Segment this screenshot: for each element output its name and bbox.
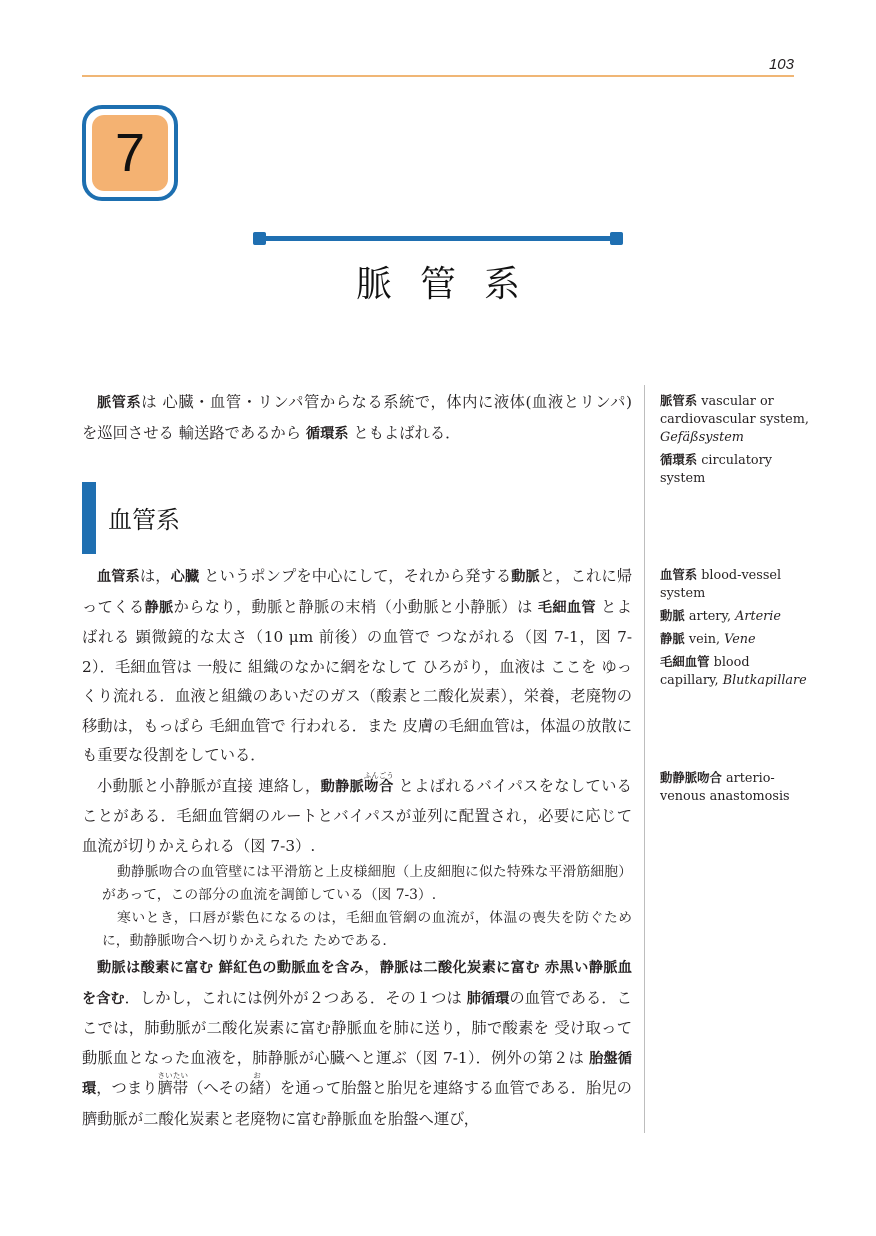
section-body [82, 562, 632, 1134]
note-paragraph-2: 寒いとき，口唇が紫色になるのは，毛細血管網の血流が，体温の喪失を防ぐために，動静脈吻合へ切りかえられた ためである. [102, 910, 632, 949]
section-heading-bar [82, 482, 96, 554]
sidebar-entry-artery: 動脈 artery, Arterie [660, 608, 781, 624]
header-rule [82, 75, 794, 77]
paragraph-3: 動脈は酸素に富む 鮮紅色の動脈血を含み，静脈は二酸化炭素に富む 赤黒い静脈血を含む．しかし，これには例外が２つある．その１つは 肺循環の血管である．ここでは，肺動脈が二酸化炭素に富む静脈血を肺に送り，肺で酸素を 受け取って動脈血となった血液を，肺静脈が心臓へと運ぶ（図 7-1）．例外の第２は 胎盤循環，つまり臍帯さいたい（へその緒お）を通って胎盤と胎児を連絡する血管である．胎児の臍動脈が二酸化炭素と老廃物に富む静脈血を胎盤へ運び， [82, 958, 632, 1128]
small-print-note [82, 861, 632, 953]
paragraph-1: 血管系は，心臓 というポンプを中心にして，それから発する動脈と，これに帰ってくる静脈からなり，動脈と静脈の末梢（小動脈と小静脈）は 毛細血管 とよばれる 顕微鏡的な太さ（10 μm 前後）の血管で つながれる（図 7-1，図 7-2）．毛細血管は 一般に 組織のなかに網をなして ひろがり，血液は ここを ゆっくり流れる．血液と組織のあいだのガス（酸素と二酸化炭素），栄養，老廃物の移動は，もっぱら 毛細血管で 行われる．また 皮膚の毛細血管は，体温の放散にも重要な役割をしている． [82, 567, 632, 764]
sidebar-glossary-2 [660, 566, 810, 694]
chapter-title: 脈管系 [355, 264, 548, 305]
note-paragraph-1: 動静脈吻合の血管壁には平滑筋と上皮様細胞（上皮細胞に似た特殊な平滑筋細胞）があって，この部分の血流を調節している（図 7-3）. [102, 864, 632, 903]
margin-divider [644, 385, 645, 1133]
page-number: 103 [768, 56, 794, 73]
chapter-title-bar [253, 233, 623, 243]
sidebar-entry-circulatory-system: 循環系 circulatory system [660, 452, 772, 486]
sidebar-entry-vascular-system: 脈管系 vascular or cardiovascular system, Gefäßsystem [660, 393, 809, 445]
chapter-number-badge [82, 105, 178, 201]
sidebar-entry-capillary: 毛細血管 blood capillary, Blutkapillare [660, 654, 807, 688]
intro-paragraph: 脈管系は 心臓・血管・リンパ管からなる系統で，体内に液体(血液とリンパ) を巡回させる 輸送路であるから 循環系 ともよばれる． [82, 393, 632, 442]
chapter-number: 7 [92, 115, 168, 191]
sidebar-entry-anastomosis: 動静脈吻合 arterio-venous anastomosis [660, 770, 790, 804]
sidebar-entry-blood-vessel: 血管系 blood-vessel system [660, 567, 782, 601]
sidebar-glossary-1 [660, 392, 810, 492]
sidebar-entry-vein: 静脈 vein, Vene [660, 631, 756, 647]
sidebar-glossary-3 [660, 769, 810, 810]
paragraph-2: 小動脈と小静脈が直接 連絡し，動静脈吻合ふんごう とよばれるバイパスをなしていることがある．毛細血管網のルートとバイパスが並列に配置され，必要に応じて血流が切りかえられる（図 7-3）. [82, 770, 632, 855]
section-title: 血管系 [108, 506, 180, 534]
